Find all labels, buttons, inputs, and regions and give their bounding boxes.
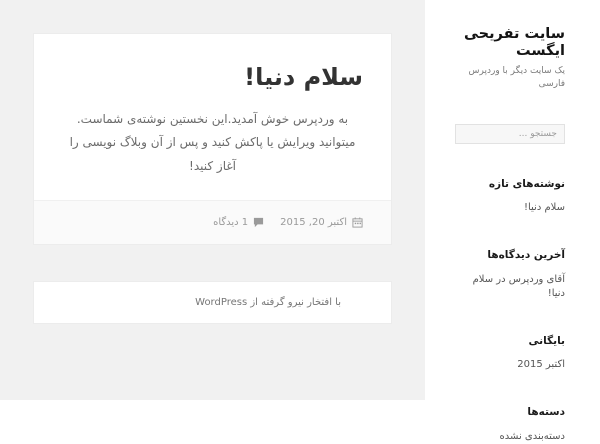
sidebar [425, 0, 600, 442]
recent-post-link[interactable]: سلام دنیا! [523, 202, 565, 214]
widget-title: بایگانی [528, 334, 565, 347]
widget-recent-comments [455, 249, 565, 301]
widget-title: دسته‌ها [527, 406, 565, 419]
post-card-body [34, 34, 391, 200]
widget-title: آخرین دیدگاه‌ها [487, 249, 565, 262]
widget-archives [455, 335, 565, 373]
post-comments-count[interactable]: 1 دیدگاه [213, 217, 249, 229]
post-date[interactable]: اکتبر 20, 2015 [280, 217, 347, 229]
post-title[interactable]: سلام دنیا! [244, 63, 363, 91]
post-body: به وردپرس خوش آمدید.این نخستین نوشته‌ی شماست. میتوانید ویرایش یا پاکش کنید و پس از آن وبلاگ نویسی را آغاز کنید! [69, 112, 356, 173]
recent-comment-link[interactable]: آقای وردپرس در سلام دنیا! [472, 273, 565, 299]
archive-link[interactable]: اکتبر 2015 [517, 359, 565, 371]
widget-title: نوشته‌های تازه [488, 177, 565, 190]
site-title[interactable]: سایت تفریحی ایگست [463, 26, 565, 59]
widget-categories [455, 406, 565, 444]
site-tagline: یک سایت دیگر با وردپرس فارسی [468, 66, 565, 89]
post-meta [34, 200, 391, 244]
comment-icon [253, 217, 264, 228]
calendar-icon [352, 217, 363, 228]
site-footer [33, 281, 392, 324]
search-form [455, 121, 565, 144]
powered-by-link[interactable]: با افتخار نیرو گرفته از WordPress [195, 297, 341, 309]
widget-recent-posts [455, 178, 565, 216]
category-link[interactable]: دسته‌بندی نشده [499, 430, 565, 442]
post-card [33, 33, 392, 245]
search-input[interactable] [455, 124, 565, 144]
